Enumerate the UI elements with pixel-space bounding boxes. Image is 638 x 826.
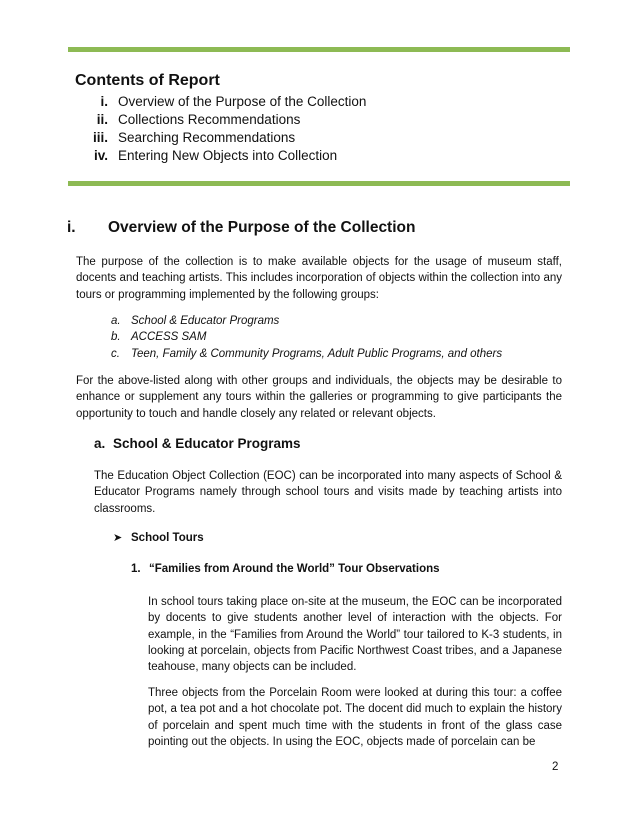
toc-item [75, 129, 366, 147]
bullet-heading-label: School Tours [131, 531, 204, 544]
subsection-letter: a. [94, 436, 106, 451]
program-group-letter: b. [111, 331, 121, 344]
numbered-heading-number: 1. [131, 563, 141, 575]
toc-item-number: i. [100, 94, 108, 109]
toc-item-number: iv. [93, 148, 108, 163]
toc-item [75, 147, 366, 165]
observation-paragraph: In school tours taking place on-site at the museum, the EOC can be incorporated by docents to give students another level of interaction with the objects. For example, in the “Families from Around the World” tour tailored to K-3 students, in looking at porcelain, objects from Pacific Northwest Coast tribes, and a Japanese teahouse, many objects can be included. [148, 596, 562, 674]
toc-item-number: iii. [92, 130, 108, 145]
section-title: Overview of the Purpose of the Collection [108, 219, 416, 236]
section-heading [67, 219, 415, 237]
section-divider [68, 181, 570, 186]
toc-item-label: Overview of the Purpose of the Collection [118, 94, 367, 109]
program-group-label: Teen, Family & Community Programs, Adult Public Programs, and others [131, 347, 503, 360]
section-number: i. [67, 219, 76, 236]
toc-item [75, 111, 366, 129]
bullet-heading [113, 531, 204, 544]
toc-item-number: ii. [96, 112, 108, 127]
program-group-item [111, 346, 502, 362]
section-intro-paragraph: The purpose of the collection is to make available objects for the usage of museum staff, docents and teaching artists. This includes incorporation of objects within the collection into any tours or programming implemented by the following groups: [76, 256, 562, 301]
top-divider [68, 47, 570, 52]
toc-list [75, 93, 366, 165]
program-group-item [111, 329, 502, 345]
observation-paragraph: Three objects from the Porcelain Room were looked at during this tour: a coffee pot, a tea pot and a hot chocolate pot. The docent did much to explain the history of porcelain and spent much time with the students in front of the glass case pointing out the objects. In using the EOC, objects made of porcelain can be [148, 687, 562, 748]
program-group-label: School & Educator Programs [131, 315, 280, 327]
toc-item-label: Entering New Objects into Collection [118, 148, 338, 163]
numbered-heading [131, 563, 440, 575]
arrow-bullet-icon: ➤ [113, 532, 123, 544]
page-number: 2 [552, 761, 559, 773]
toc-title: Contents of Report [75, 72, 220, 89]
toc-item-label: Searching Recommendations [118, 130, 296, 145]
program-group-item [111, 313, 502, 329]
toc-item-label: Collections Recommendations [118, 112, 301, 127]
numbered-heading-title: “Families from Around the World” Tour Observations [149, 563, 440, 575]
section-followup-paragraph: For the above-listed along with other groups and individuals, the objects may be desirable to enhance or supplement any tours within the galleries or programming to give participants the opportunity to touch and handle closely any related or relevant objects. [76, 375, 562, 420]
subsection-title: School & Educator Programs [113, 436, 301, 451]
subsection-heading [94, 436, 301, 451]
toc-item [75, 93, 366, 111]
program-group-label: ACCESS SAM [131, 331, 207, 344]
program-groups-list [111, 313, 502, 362]
subsection-body-paragraph: The Education Object Collection (EOC) can be incorporated into many aspects of School & Educator Programs namely through school tours and visits made by teaching artists into classrooms. [94, 470, 562, 515]
program-group-letter: c. [111, 347, 120, 360]
program-group-letter: a. [111, 315, 121, 327]
